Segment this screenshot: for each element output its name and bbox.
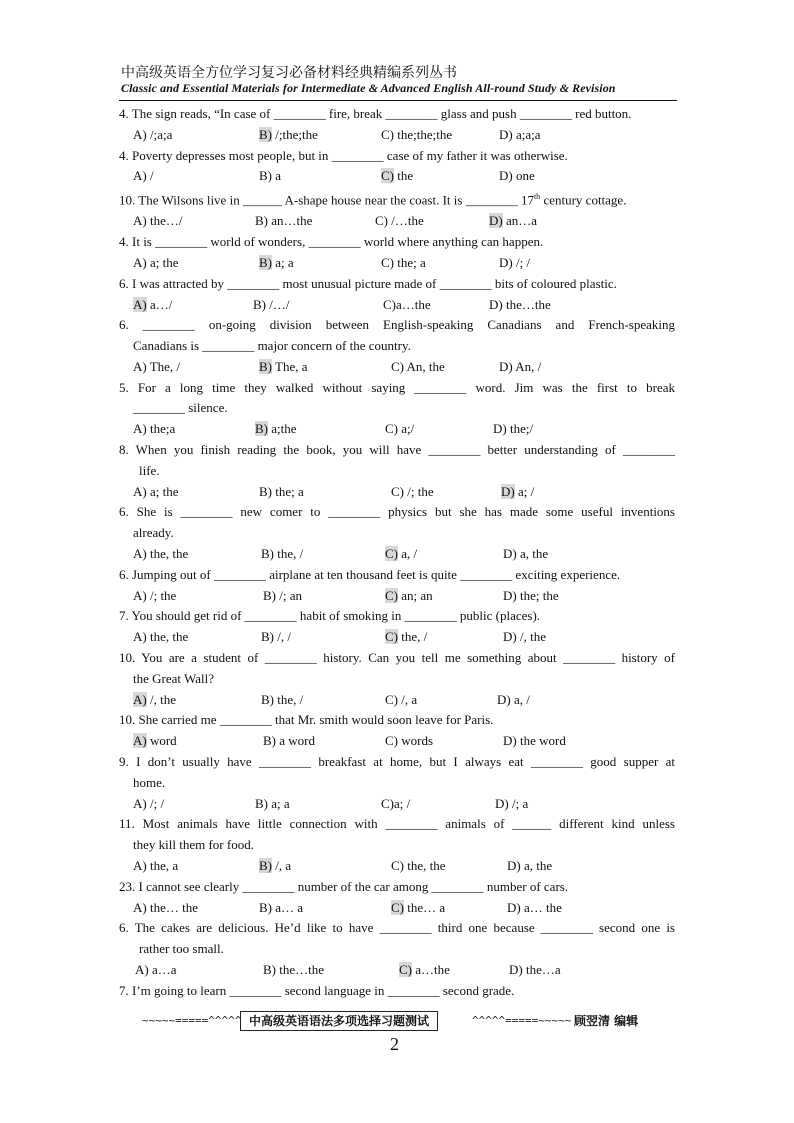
answer-highlight: D)	[489, 213, 503, 229]
series-title-cn: 中高级英语全方位学习复习必备材料经典精编系列丛书	[121, 65, 457, 81]
answer-highlight: A)	[133, 296, 147, 312]
question-stem: 10. The Wilsons live in ______ A-shape house near the coast. It is ________ 17th century cottage.	[119, 192, 627, 208]
question-stem: 6. Jumping out of ________ airplane at ten thousand feet is quite ________ exciting experience.	[119, 566, 621, 582]
option-text: the… a	[404, 899, 446, 915]
answer-highlight: C)	[399, 962, 412, 977]
answer-highlight: B)	[255, 421, 268, 437]
question-stem: 23. I cannot see clearly ________ number of the car among ________ number of cars.	[119, 878, 569, 894]
answer-highlight: A)	[133, 691, 147, 707]
option-text: the	[394, 168, 414, 184]
question-stem-continued: already.	[133, 525, 174, 541]
option-c: C) /…the	[375, 213, 424, 229]
page-number: 2	[390, 1034, 399, 1054]
option-a: A) the;a	[133, 421, 176, 437]
answer-options	[119, 253, 675, 274]
answer-highlight: C)	[385, 587, 398, 603]
option-text: a; /	[514, 483, 535, 499]
option-c	[381, 166, 413, 187]
option-a: A) the… the	[133, 899, 198, 915]
option-d: D) a;a;a	[499, 126, 541, 142]
option-d: D) /; a	[495, 795, 529, 811]
answer-highlight: A)	[133, 733, 147, 749]
option-b	[259, 856, 291, 877]
question-stem-continued: the Great Wall?	[133, 670, 215, 686]
footer-author: 顾翌清 编辑	[574, 1014, 639, 1028]
question-stem: 10. You are a student of ________ history. Can you tell me something about ________ history of	[119, 650, 675, 666]
option-c: C)a…the	[383, 296, 431, 312]
option-text: an…a	[502, 213, 538, 229]
option-c: C) the; a	[381, 254, 426, 270]
option-c: C)a; /	[381, 795, 411, 811]
option-d: D) a, the	[507, 858, 553, 874]
option-b: B) the, /	[261, 691, 304, 707]
option-text: a, /	[398, 546, 418, 562]
question-stem: 4. Poverty depresses most people, but in ________ case of my father it was otherwise.	[119, 147, 568, 163]
answer-highlight: B)	[259, 858, 272, 874]
option-d: D) the; the	[503, 587, 559, 603]
option-a: A) the, the	[133, 546, 189, 562]
option-b: B) a… a	[259, 899, 304, 915]
answer-options	[119, 690, 675, 711]
question-stem-continued: ________ silence.	[133, 400, 228, 416]
option-b: B) the, /	[261, 546, 304, 562]
question-stem: 6. ________ on-going division between English-speaking Canadians and French-speaking	[119, 317, 675, 333]
question-stem: 11. Most animals have little connection with ________ animals of ______ different kind unless	[119, 816, 675, 832]
option-d: D) the…the	[489, 296, 551, 312]
answer-highlight: B)	[259, 126, 272, 142]
option-a: A) the, a	[133, 858, 179, 874]
answer-highlight: D)	[501, 483, 515, 499]
option-c: C) the;the;the	[381, 126, 453, 142]
option-a: A) /	[133, 168, 154, 184]
option-d: D) the…a	[509, 962, 561, 977]
answer-options	[119, 419, 675, 440]
option-c	[385, 586, 433, 607]
option-b: B) /; an	[263, 587, 302, 603]
option-a: A) a; the	[133, 254, 179, 270]
option-b	[259, 253, 294, 274]
option-d: D) a, /	[497, 691, 530, 707]
option-c: C) the, the	[391, 858, 446, 874]
option-text: /, a	[272, 858, 292, 874]
question-stem-continued: Canadians is ________ major concern of the country.	[133, 338, 411, 354]
option-a: A) the, the	[133, 629, 189, 645]
answer-options	[119, 627, 675, 648]
option-b: B) a word	[263, 733, 315, 749]
option-d: D) the word	[503, 733, 566, 749]
answer-options	[119, 295, 675, 316]
option-text: the, /	[398, 629, 428, 645]
option-c: C) a;/	[385, 421, 415, 437]
question-stem: 7. I’m going to learn ________ second language in ________ second grade.	[119, 982, 515, 998]
question-stem: 4. It is ________ world of wonders, ________ world where anything can happen.	[119, 234, 544, 250]
answer-highlight: B)	[259, 254, 272, 270]
option-b	[259, 125, 318, 146]
option-b	[259, 357, 308, 378]
question-stem: 6. I was attracted by ________ most unusual picture made of ________ bits of coloured plastic.	[119, 275, 617, 291]
answer-options	[119, 731, 675, 752]
option-a: A) a; the	[133, 483, 179, 499]
option-text: /;the;the	[272, 126, 318, 142]
option-a	[133, 295, 172, 316]
option-c	[385, 544, 417, 565]
option-text: a;the	[268, 421, 297, 437]
option-c	[391, 898, 445, 919]
option-text: a…/	[146, 296, 173, 312]
question-stem: 7. You should get rid of ________ habit of smoking in ________ public (places).	[119, 608, 541, 624]
option-d: D) the;/	[493, 421, 534, 437]
question-stem: 4. The sign reads, “In case of ________ fire, break ________ glass and push ________ red button.	[119, 106, 632, 121]
option-a: A) the…/	[133, 213, 183, 229]
option-b: B) the; a	[259, 483, 304, 499]
option-c	[385, 627, 427, 648]
option-a: A) /; /	[133, 795, 165, 811]
header-divider	[119, 100, 677, 101]
question-stem-continued: life.	[139, 462, 160, 478]
question-list	[119, 104, 675, 1002]
option-d: D) An, /	[499, 358, 542, 374]
answer-options	[119, 898, 675, 919]
option-d: D) /, the	[503, 629, 546, 645]
answer-highlight: C)	[381, 168, 394, 184]
answer-options	[119, 166, 675, 187]
option-b: B) a	[259, 168, 282, 184]
answer-options	[119, 586, 675, 607]
option-b: B) a; a	[255, 795, 290, 811]
option-text: a; a	[272, 254, 294, 270]
question-stem: 6. She is ________ new comer to ________ physics but she has made some useful inventions	[119, 504, 675, 520]
option-d	[489, 211, 537, 232]
answer-highlight: C)	[391, 899, 404, 915]
option-a	[133, 731, 177, 752]
option-c: C) /, a	[385, 691, 418, 707]
answer-options	[119, 125, 675, 146]
answer-options	[119, 357, 675, 378]
option-a: A) The, /	[133, 358, 181, 374]
question-stem: 6. The cakes are delicious. He’d like to have ________ third one because ________ second one is	[119, 920, 675, 936]
question-stem-continued: they kill them for food.	[133, 837, 254, 853]
option-b	[255, 419, 297, 440]
footer-decoration-left: ~~~~~=====^^^^^	[142, 1014, 242, 1027]
option-b: B) /…/	[253, 296, 290, 312]
option-c: C) words	[385, 733, 434, 749]
option-b: B) an…the	[255, 213, 313, 229]
answer-highlight: B)	[259, 358, 272, 374]
footer-book-title: 中高级英语语法多项选择习题测试	[240, 1011, 438, 1031]
option-text: word	[146, 733, 177, 749]
option-d: D) a… the	[507, 899, 562, 915]
answer-options	[119, 482, 675, 503]
option-b: B) the…the	[263, 962, 325, 977]
answer-options	[119, 856, 675, 877]
answer-options	[119, 211, 675, 232]
option-a: A) a…a	[135, 962, 177, 977]
option-c: C) /; the	[391, 483, 434, 499]
question-stem-continued: rather too small.	[139, 941, 224, 957]
question-stem: 5. For a long time they walked without saying ________ word. Jim was the first to break	[119, 379, 675, 395]
option-a	[133, 690, 176, 711]
answer-options	[119, 960, 675, 981]
option-d: D) /; /	[499, 254, 531, 270]
answer-options	[119, 544, 675, 565]
footer-decoration-right: ^^^^^=====~~~~~	[472, 1014, 572, 1027]
answer-highlight: C)	[385, 546, 398, 562]
option-text: a…the	[412, 962, 450, 977]
option-text: /, the	[146, 691, 176, 707]
question-stem-continued: home.	[133, 774, 166, 790]
option-d	[501, 482, 534, 503]
option-a: A) /; the	[133, 587, 177, 603]
option-text: an; an	[398, 587, 433, 603]
question-stem: 8. When you finish reading the book, you will have ________ better understanding of ________	[119, 442, 675, 458]
option-d: D) one	[499, 168, 535, 184]
question-stem: 9. I don’t usually have ________ breakfast at home, but I always eat ________ good supper at	[119, 754, 675, 770]
option-c: C) An, the	[391, 358, 445, 374]
option-d: D) a, the	[503, 546, 549, 562]
footer	[142, 1011, 662, 1031]
option-b: B) /, /	[261, 629, 291, 645]
option-text: The, a	[272, 358, 308, 374]
series-title-en: Classic and Essential Materials for Intermediate & Advanced English All-round Study & Revision	[121, 81, 616, 95]
answer-options	[119, 794, 675, 815]
answer-highlight: C)	[385, 629, 398, 645]
option-a: A) /;a;a	[133, 126, 173, 142]
question-stem: 10. She carried me ________ that Mr. smith would soon leave for Paris.	[119, 712, 494, 728]
option-c	[399, 960, 450, 981]
